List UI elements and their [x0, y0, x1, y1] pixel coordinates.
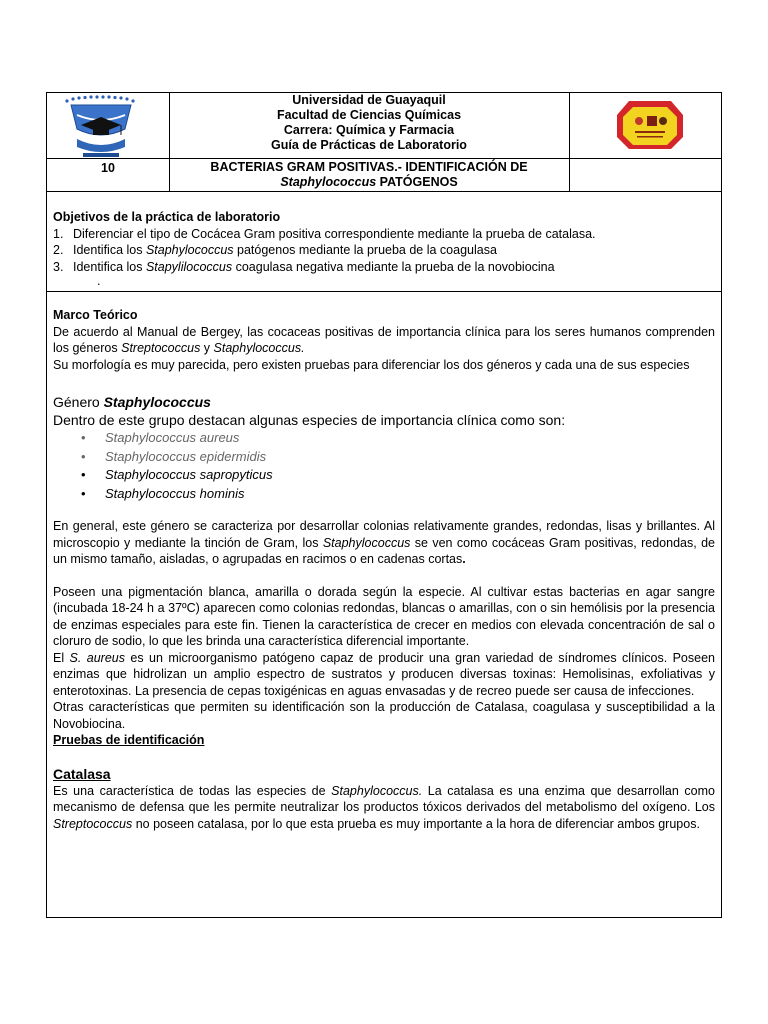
theory-paragraph-2: Su morfología es muy parecida, pero existen pruebas para diferenciar los dos géneros y cada una de sus especies	[53, 357, 690, 372]
objectives-list	[53, 226, 715, 276]
trailing-dot: .	[97, 274, 101, 288]
title-genus: Staphylococcus	[280, 175, 377, 189]
objective-text: Identifica los	[73, 259, 146, 274]
species-item: • Staphylococcus sapropyticus	[53, 466, 715, 485]
objective-item	[53, 259, 715, 276]
genus-paragraph-3	[53, 650, 715, 700]
spacer	[53, 373, 715, 393]
theory-text: y	[200, 341, 214, 355]
spacer	[53, 503, 715, 518]
genus-paragraph-4: Otras características que permiten su identificación son la producción de Catalasa, coagulasa y susceptibilidad a la Novobiocina.	[53, 700, 715, 731]
objective-item	[53, 226, 715, 243]
genus-text: En general, este género se caracteriza por desarrollar colonias relativamente grandes, redondas, lisas y brillantes. Al microscopio y mediante la tinción de Gram, los	[53, 519, 715, 550]
theory-italic: Streptococcus	[121, 341, 201, 355]
genus-intro: Dentro de este grupo destacan algunas especies de importancia clínica como son:	[53, 412, 566, 428]
faculty-seal-icon	[615, 99, 685, 151]
species-list	[53, 429, 715, 503]
header-title-block	[169, 93, 569, 153]
objective-number: 1.	[53, 226, 64, 241]
theory-paragraph	[53, 324, 715, 357]
objectives-section	[53, 209, 715, 287]
objectives-heading: Objetivos de la práctica de laboratorio	[53, 210, 281, 224]
objective-item	[53, 242, 715, 259]
objective-text: patógenos mediante la prueba de la coagulasa	[233, 243, 497, 257]
spacer	[53, 568, 715, 584]
genus-text: es un microorganismo patógeno capaz de producir una gran variedad de síndromes clínicos. Poseen enzimas que hidrolizan un amplio espectro de sustratos y producen diversas toxinas: Hemolisinas, exfoliativas y enterotoxinas. La presencia de cepas toxigénicas en aguas envasadas y de recreo puede ser causa de infecciones.	[53, 650, 715, 698]
objective-text: coagulasa negativa mediante la prueba de la novobiocina	[232, 259, 555, 274]
genus-text: .	[462, 552, 466, 566]
theory-text: De acuerdo al Manual de Bergey, las cocaceas positivas de importancia clínica para los seres humanos comprenden los géneros	[53, 324, 715, 355]
catalase-text: no poseen catalasa, por lo que esta prueba es muy importante a la hora de diferenciar ambos grupos.	[132, 816, 700, 831]
catalase-italic: Staphylococcus.	[331, 783, 423, 798]
catalase-text: Es una característica de todas las especies de	[53, 783, 332, 798]
objective-italic: Staphylococcus	[145, 243, 234, 257]
practice-title	[169, 160, 569, 190]
objective-number: 2.	[53, 243, 64, 257]
theory-italic: Staphylococcus.	[213, 341, 305, 355]
genus-text: se ven como cocáceas Gram positivas, redondas, de un mismo tamaño, aisladas, o agrupadas en racimos o en cadenas cortas	[53, 535, 715, 566]
species-item: • Staphylococcus hominis	[53, 485, 715, 504]
faculty-name: Facultad de Ciencias Químicas	[276, 108, 462, 122]
genus-paragraph-1	[53, 518, 715, 568]
genus-italic: Staphylococcus	[322, 535, 411, 550]
objective-italic: Stapylilococcus	[145, 259, 233, 274]
catalase-text: La catalasa es una enzima que desarrollan como mecanismo de defensa que les permite neutralizar los productos tóxicos derivados del metabolismo del oxígeno. Los	[53, 783, 715, 814]
spacer	[53, 749, 715, 765]
genus-text: El	[53, 650, 70, 665]
catalase-paragraph	[53, 783, 715, 833]
catalase-italic: Streptococcus	[53, 816, 133, 831]
title-suffix: PATÓGENOS	[376, 175, 458, 189]
species-item: • Staphylococcus aureus	[53, 429, 715, 448]
document-frame	[46, 92, 722, 918]
genus-paragraph-2: Poseen una pigmentación blanca, amarilla o dorada según la especie. Al cultivar estas bacterias en agar sangre (incubada 18-24 h a 37ºC) aparecen como colonias redondas, blancas o amarillas, con o sin hemólisis por la presencia de enzimas especiales para este fin. Tienen la característica de crecer en medios con elevada concentración de sal o cloruro de sodio, lo que les brinda una característica diferencial importante.	[53, 584, 715, 648]
genus-heading	[53, 393, 715, 411]
theory-section	[53, 307, 715, 832]
genus-italic: S. aureus	[69, 650, 125, 665]
theory-heading: Marco Teórico	[53, 308, 138, 322]
practice-title-line2	[169, 175, 569, 190]
column-divider	[569, 93, 570, 192]
university-logo-icon	[61, 95, 141, 159]
genus-heading-italic: Staphylococcus	[103, 394, 211, 410]
practice-number: 10	[101, 161, 115, 175]
university-name: Universidad de Guayaquil	[292, 93, 446, 107]
practice-title-line1: BACTERIAS GRAM POSITIVAS.- IDENTIFICACIÓN DE	[210, 160, 528, 174]
objective-text: Diferenciar el tipo de Cocácea Gram positiva correspondiente mediante la prueba de catalasa.	[73, 226, 596, 241]
objective-number: 3.	[53, 259, 64, 274]
species-item: • Staphylococcus epidermidis	[53, 448, 715, 467]
genus-heading-text: Género	[53, 394, 104, 410]
guide-name: Guía de Prácticas de Laboratorio	[271, 138, 467, 152]
catalase-heading: Catalasa	[53, 765, 111, 782]
identification-tests-heading: Pruebas de identificación	[53, 733, 205, 747]
objective-text: Identifica los	[73, 243, 146, 257]
career-name: Carrera: Química y Farmacia	[283, 123, 455, 137]
